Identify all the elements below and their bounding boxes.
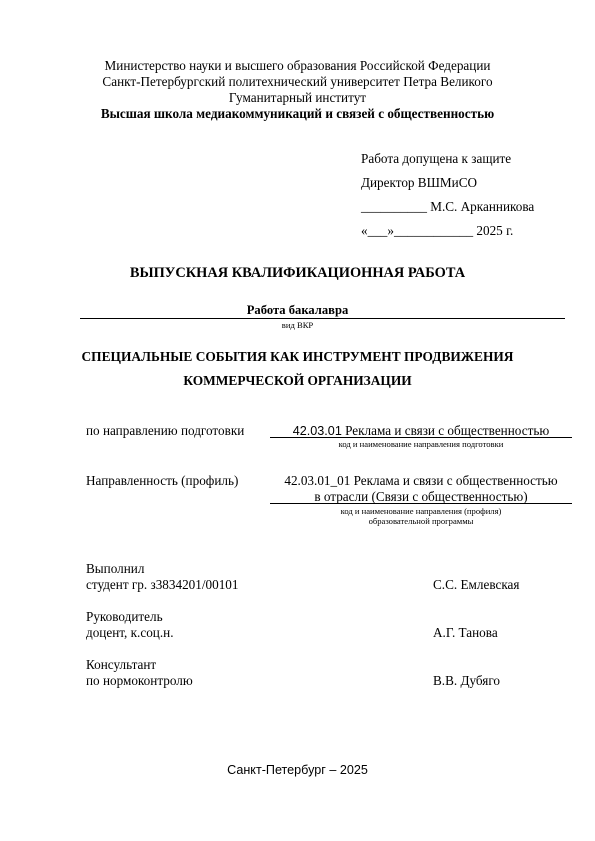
university-line: Санкт-Петербургский политехнический университет Петра Великого [102, 74, 493, 89]
supervisor-name: А.Г. Танова [433, 625, 498, 640]
approval-line-1: Работа допущена к защите [361, 151, 512, 166]
topic-line-1: СПЕЦИАЛЬНЫЕ СОБЫТИЯ КАК ИНСТРУМЕНТ ПРОДВИЖЕНИЯ [81, 349, 514, 364]
topic-line-2: КОММЕРЧЕСКОЙ ОРГАНИЗАЦИИ [183, 373, 412, 388]
direction-caption: код и наименование направления подготовки [338, 439, 504, 449]
supervisor-title: доцент, к.соц.н. [86, 625, 174, 640]
approval-date: «___»____________ 2025 г. [361, 223, 514, 238]
footer-city-year: Санкт-Петербург – 2025 [227, 763, 368, 777]
school-line: Высшая школа медиакоммуникаций и связей с общественностью [100, 106, 495, 121]
profile-caption-2: образовательной программы [368, 516, 474, 526]
direction-label: по направлению подготовки [86, 423, 245, 438]
consultant-area: по нормоконтролю [86, 673, 193, 688]
profile-underline [270, 503, 572, 504]
student-name: С.С. Емлевская [433, 577, 520, 592]
profile-line-2: в отрасли (Связи с общественностью) [314, 489, 528, 504]
profile-caption-1: код и наименование направления (профиля) [340, 506, 502, 516]
profile-label: Направленность (профиль) [86, 473, 239, 488]
document-title: ВЫПУСКНАЯ КВАЛИФИКАЦИОННАЯ РАБОТА [129, 265, 466, 281]
work-type-caption: вид ВКР [281, 320, 314, 330]
direction-underline [270, 437, 572, 438]
consultant-name: В.В. Дубяго [433, 673, 501, 688]
consultant-role: Консультант [86, 657, 157, 672]
work-type-value: Работа бакалавра [246, 303, 349, 317]
institute-line: Гуманитарный институт [228, 90, 367, 105]
approval-line-2: Директор ВШМиСО [361, 175, 478, 190]
profile-line-1: 42.03.01_01 Реклама и связи с общественностью [284, 473, 558, 488]
student-group: студент гр. з3834201/00101 [86, 577, 239, 592]
approval-signature: __________ М.С. Арканникова [361, 199, 535, 214]
student-role: Выполнил [86, 561, 145, 576]
direction-name: Реклама и связи с общественностью [341, 423, 550, 438]
work-type-underline [80, 318, 565, 319]
direction-code: 42.03.01 [292, 424, 342, 438]
ministry-line: Министерство науки и высшего образования Российской Федерации [104, 58, 491, 73]
supervisor-role: Руководитель [86, 609, 163, 624]
